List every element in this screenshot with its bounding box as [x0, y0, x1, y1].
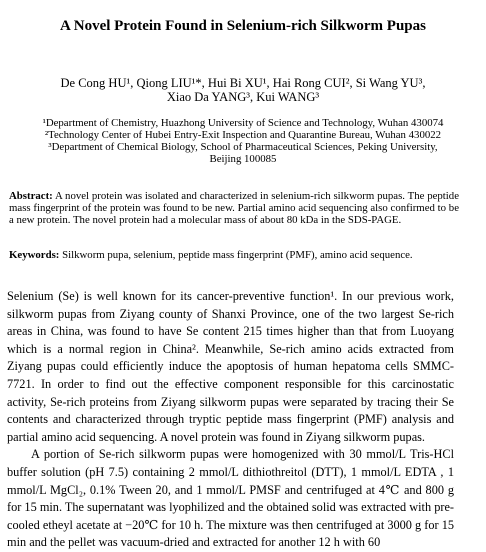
- body-paragraph-1: Selenium (Se) is well known for its cancer-preventive function¹. In our previous work, silkworm pupas from Ziyang county of Shanxi Province, one of the two largest Se-rich areas in China, was found to have Se content 215 times higher than that from Luoyang which is a normal region in China². Meanwhile, Se-rich amino acids extracted from Ziyang pupas could efficiently induce the apoptosis of human hepatoma cells SMMC-7721. In order to find out the effective component responsible for this carcinostatic activity, Se-rich proteins from Ziyang silkworm pupas were separated by tracing their Se contents and characterized through tryptic peptide mass fingerprint (PMF) analysis and partial amino acid sequencing. A novel protein was found in Ziyang silkworm pupas.: [7, 289, 454, 444]
- keywords-label: Keywords:: [9, 249, 60, 261]
- paper-title: A Novel Protein Found in Selenium-rich Silkworm Pupas: [59, 18, 426, 34]
- affiliation-3: ³Department of Chemical Biology, School of Pharmaceutical Sciences, Peking University,: [48, 141, 438, 153]
- keywords-text: Silkworm pupa, selenium, peptide mass fingerprint (PMF), amino acid sequence.: [62, 249, 413, 261]
- body-paragraph-2: A portion of Se-rich silkworm pupas were homogenized with 30 mmol/L Tris-HCl buffer solution (pH 7.5) containing 2 mmol/L dithiothreitol (DTT), 1 mmol/L EDTA , 1 mmol/L MgCl₂, 0.1% Tween 20, and 1 mmol/L PMSF and centrifuged at 4℃ and 800 g for 15 min. The supernatant was lyophilized and the obtained solid was extracted with pre-cooled etheyl acetate at −20℃ for 10 h. The mixture was then centrifuged at 3000 g for 15 min and the pellet was vacuum-dried and extracted for another 12 h with 60: [7, 447, 454, 550]
- author-list: [20, 76, 466, 104]
- affiliation-1: ¹Department of Chemistry, Huazhong University of Science and Technology, Wuhan 430074: [42, 117, 444, 129]
- abstract-label: Abstract:: [9, 190, 53, 202]
- affiliations: [20, 117, 466, 165]
- authors-line-2: Xiao Da YANG³, Kui WANG³: [166, 90, 320, 104]
- abstract-text: A novel protein was isolated and characterized in selenium-rich silkworm pupas. The peptide mass fingerprint of the protein was found to be new. Partial amino acid sequencing also confirmed to be a new protein. The novel protein had a molecular mass of about 80 kDa in the SDS-PAGE.: [9, 190, 459, 226]
- body-text: [7, 288, 454, 552]
- affiliation-2: ²Technology Center of Hubei Entry-Exit Inspection and Quarantine Bureau, Wuhan 430022: [44, 129, 442, 141]
- abstract: [9, 190, 459, 226]
- affiliation-3-city: Beijing 100085: [209, 153, 277, 165]
- keywords: [9, 249, 459, 261]
- authors-line-1: De Cong HU¹, Qiong LIU¹*, Hui Bi XU¹, Hai Rong CUI², Si Wang YU³,: [60, 76, 426, 90]
